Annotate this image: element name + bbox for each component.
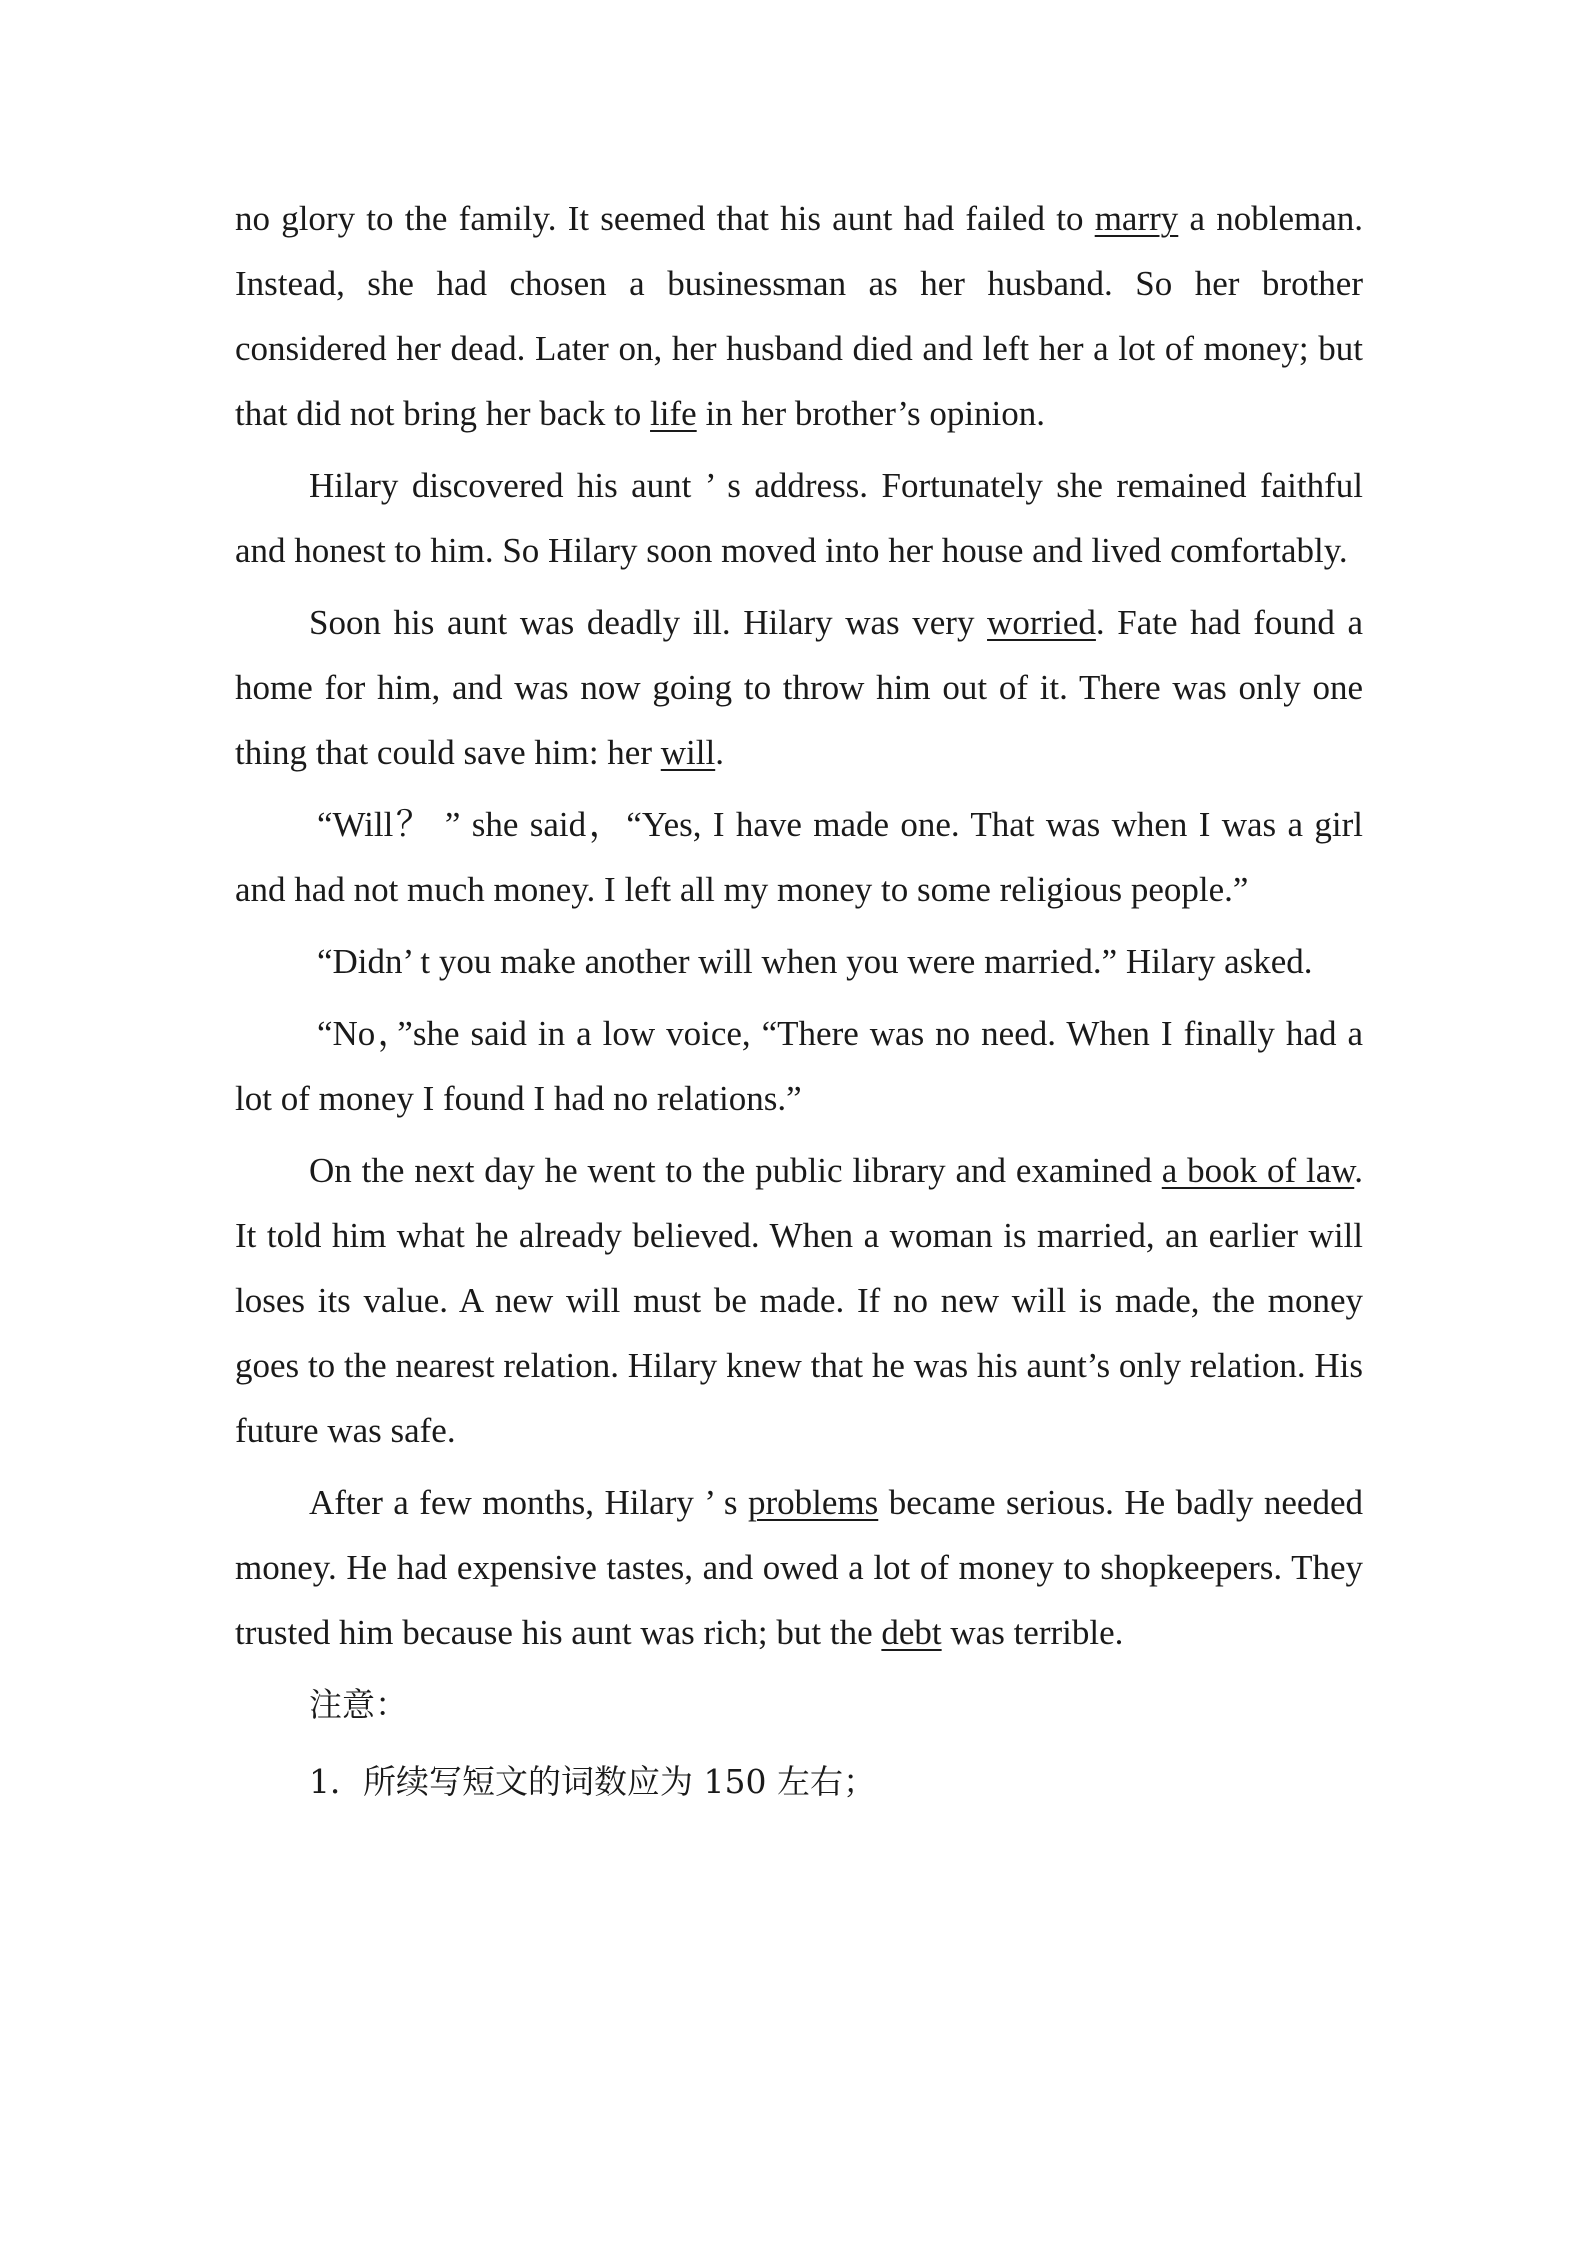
paragraph <box>235 186 1363 446</box>
text-run: was terrible. <box>941 1613 1124 1652</box>
text-run: no glory to the family. It seemed that his aunt had failed to <box>235 199 1095 238</box>
text-run: . Fate had found a home for him, and was now going to throw him out of it. There was only one thing that could save him: her <box>235 603 1363 772</box>
notes-list <box>235 1749 1363 1814</box>
paragraph <box>235 929 1363 994</box>
underlined-word: problems <box>747 1483 879 1522</box>
paragraph <box>235 590 1363 785</box>
paragraph <box>235 1470 1363 1665</box>
paragraph <box>235 453 1363 583</box>
notes-heading: 注意： <box>309 1685 408 1724</box>
paragraph <box>235 1138 1363 1463</box>
underlined-word: marry <box>1094 199 1179 238</box>
text-run: “Didn’ t you make another will when you were married.” Hilary asked. <box>317 942 1313 981</box>
text-run: “Will？ ” she said，“Yes, I have made one. That was when I was a girl and had not much money. I left all my money to some religious people.” <box>235 805 1363 909</box>
text-run: Soon his aunt was deadly ill. Hilary was very <box>309 603 988 642</box>
text-run: After a few months, Hilary ’ s <box>309 1483 748 1522</box>
notes-item: 1．所续写短文的词数应为 150 左右； <box>309 1762 876 1801</box>
text-run: On the next day he went to the public library and examined <box>309 1151 1162 1190</box>
text-run: . <box>715 733 724 772</box>
underlined-word: debt <box>881 1613 942 1652</box>
paragraph <box>235 1001 1363 1131</box>
paragraph <box>235 792 1363 922</box>
story-text <box>235 186 1363 1665</box>
text-run: . It told him what he already believed. When a woman is married, an earlier will loses its value. A new will must be made. If no new will is made, the money goes to the nearest relation. Hilary knew that he was his aunt’s only relation. His future was safe. <box>235 1151 1363 1450</box>
text-run: a nobleman. Instead, she had chosen a businessman as her husband. So her brother considered her dead. Later on, her husband died and left her a lot of money; but that did not bring her back to <box>235 199 1363 433</box>
underlined-word: a book of law <box>1161 1151 1355 1190</box>
underlined-word: worried <box>987 603 1096 642</box>
underlined-word: will <box>660 733 716 772</box>
text-run: became serious. He badly needed money. He had expensive tastes, and owed a lot of money to shopkeepers. They trusted him because his aunt was rich; but the <box>235 1483 1363 1652</box>
text-run: “No，”she said in a low voice, “There was no need. When I finally had a lot of money I found I had no relations.” <box>235 1014 1363 1118</box>
document-body <box>235 186 1363 1826</box>
underlined-word: life <box>650 394 697 433</box>
text-run: in her brother’s opinion. <box>696 394 1046 433</box>
text-run: Hilary discovered his aunt ’ s address. Fortunately she remained faithful and honest to him. So Hilary soon moved into her house and lived comfortably. <box>235 466 1363 570</box>
